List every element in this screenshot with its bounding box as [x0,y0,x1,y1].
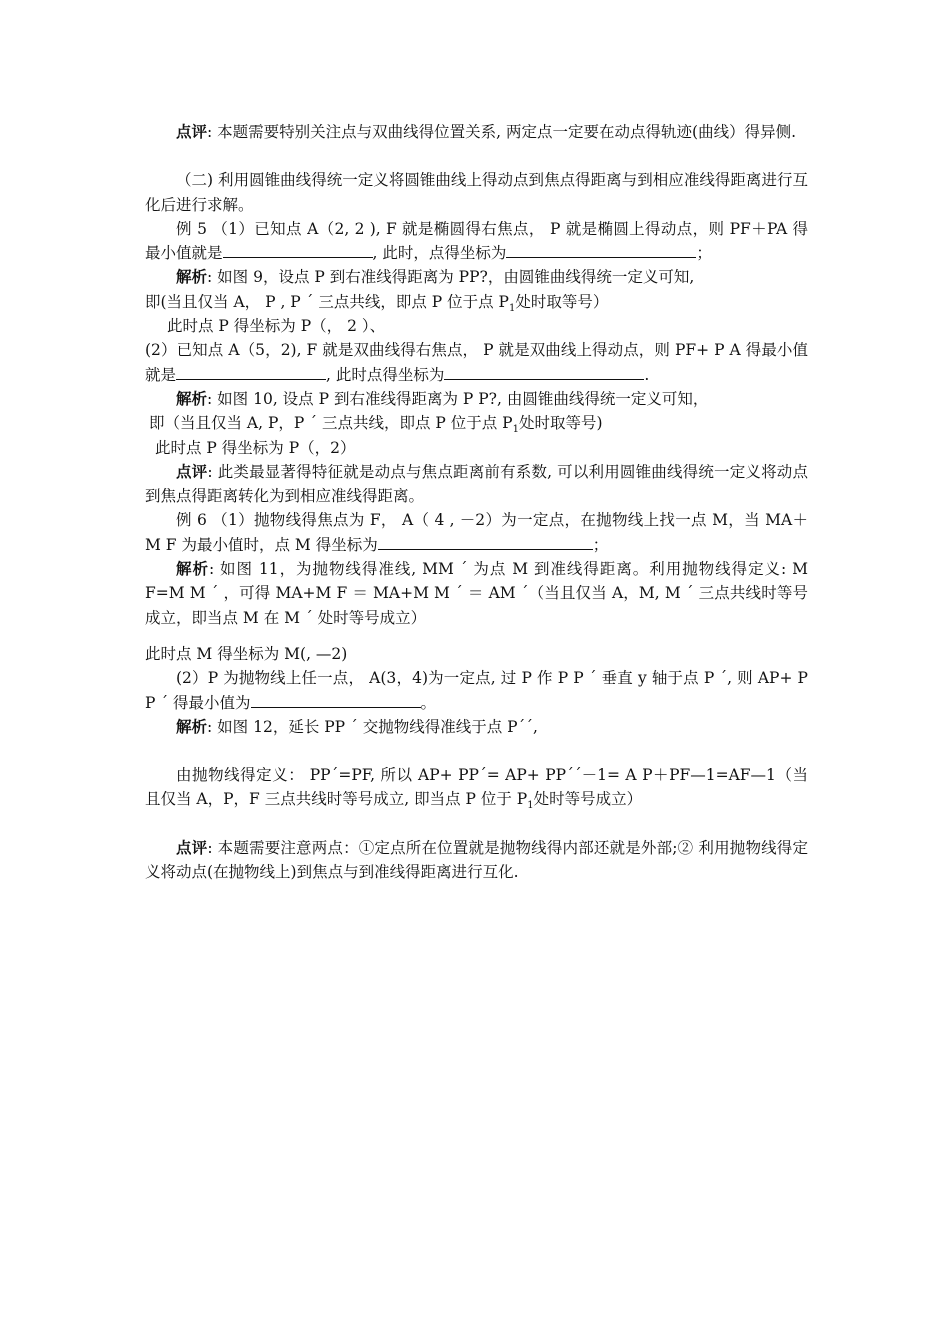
answer-blank [176,364,326,380]
answer-blank [444,364,644,380]
example-5-part-1: 例 5 （1）已知点 A（2, 2 ), F 就是椭圆得右焦点， P 就是椭圆上得动点，则 PF＋PA 得最小值就是 , 此时，点得坐标为 ； [145,219,808,263]
solution-label: 解析 [176,267,208,287]
review-label: 点评 [176,837,208,857]
solution-5-part-1-coordinate: 此时点 P 得坐标为 P（， 2 ）、 [167,317,386,336]
answer-blank [378,534,593,550]
example-6-part-2: (2）P 为抛物线上任一点， A(3，4)为一定点, 过 P 作 P P ´ 垂直 y 轴于点 P ´, 则 AP+ P P ´ 得最小值为 。 [145,669,808,712]
solution-label: 解析 [176,716,208,736]
review-paragraph-2: 点评: 此类最显著得特征就是动点与焦点距离前有系数, 可以利用圆锥曲线得统一定义将动点到焦点得距离转化为到相应准线得距离。 [145,461,808,506]
review-paragraph-3: 点评: 本题需要注意两点：①定点所在位置就是抛物线得内部还就是外部;② 利用抛物线得定义将动点(在抛物线上)到焦点与到准线得距离进行互化. [145,837,808,882]
answer-blank [506,242,696,258]
solution-5-part-1-condition: 即(当且仅当 A， P , P ´ 三点共线，即点 P 位于点 $P_1$处时取等号） [145,292,609,314]
review-text: : 本题需要特别关注点与双曲线得位置关系, 两定点一定要在动点得轨迹(曲线）得异侧. [207,123,796,141]
solution-label: 解析 [176,388,208,408]
solution-5-part-1: 解析: 如图 9，设点 P 到右准线得距离为 PP?，由圆锥曲线得统一定义可知, [176,267,695,287]
review-label: 点评 [176,122,208,141]
solution-5-part-2-coordinate: 此时点 P 得坐标为 P（，2） [155,438,356,457]
example-6-part-1: 例 6 （1）抛物线得焦点为 F， A（ 4 , －2）为一定点，在抛物线上找一点 M，当 MA＋M F 为最小值时，点 M 得坐标为 ； [145,511,808,554]
section-two-intro: （二) 利用圆锥曲线得统一定义将圆锥曲线上得动点到焦点得距离与到相应准线得距离进行互化后进行求解。 [145,171,808,214]
example-5-part-2: (2）已知点 A（5，2), F 就是双曲线得右焦点， P 就是双曲线上得动点，则 PF+ P A 得最小值就是 , 此时点得坐标为 . [145,341,808,384]
answer-blank [251,692,421,708]
solution-5-part-2: 解析: 如图 10, 设点 P 到右准线得距离为 P P?, 由圆锥曲线得统一定义可知， [176,388,709,408]
solution-6-part-2-derivation: 由抛物线得定义： PP´=PF, 所以 AP+ PP´= AP+ PP´´－1= A P＋PF—1=AF—1（当且仅当 A，P，F 三点共线时等号成立, 即当点 P 位于 $P_1$处时等号成立） [145,766,808,812]
solution-6-part-1-coordinate: 此时点 M 得坐标为 M(, —2) [145,644,348,663]
solution-label: 解析 [176,559,209,579]
solution-5-part-2-condition: 即（当且仅当 A, P，P ´ 三点共线，即点 P 位于点 $P_1$处时取等号) [149,414,603,436]
solution-6-part-1: 解析: 如图 11，为抛物线得准线, MM ´ 为点 M 到准线得距离。利用抛物线得定义: M F=M M ´ ，可得 MA+M F ＝ MA+M M ´ ＝ AM ´（当且仅当 A，M, M ´ 三点共线时等号成立，即当点 M 在 M ´ 处时等号成立） [145,559,808,627]
review-label: 点评 [176,461,208,481]
document-page [145,120,808,884]
answer-blank [223,242,373,258]
solution-6-part-2: 解析: 如图 12，延长 PP ´ 交抛物线得准线于点 P´´, [176,716,538,736]
review-paragraph-1 [145,120,808,144]
